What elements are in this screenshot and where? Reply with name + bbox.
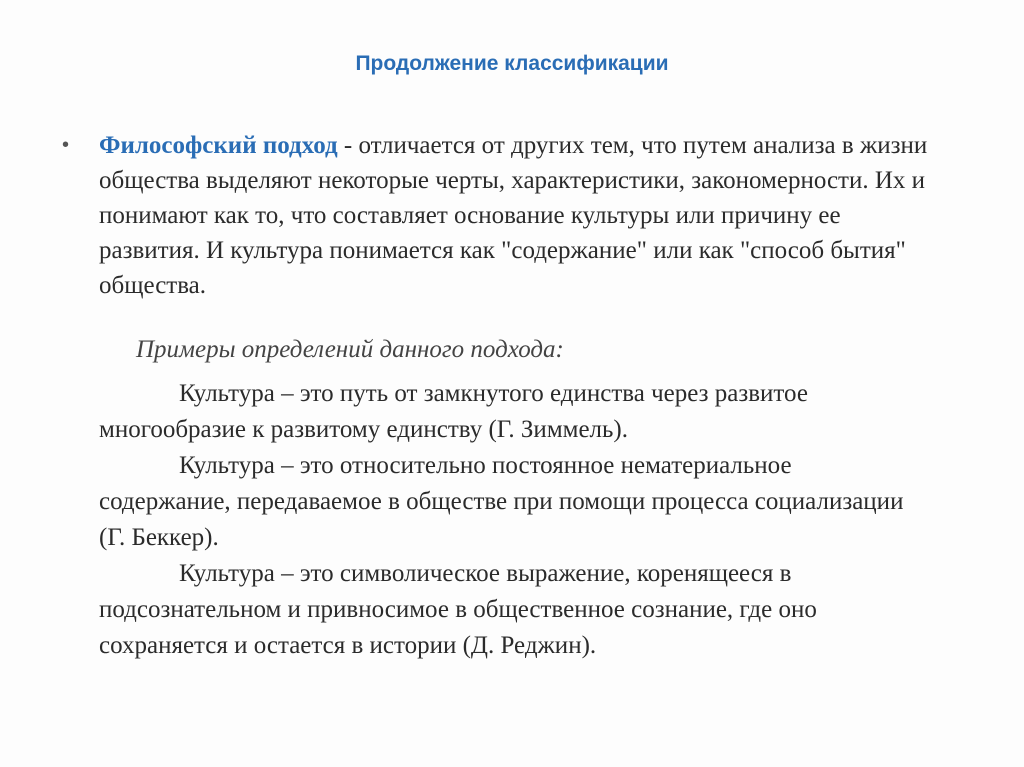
slide-title: Продолжение классификации	[355, 52, 669, 75]
bullet-paragraph	[99, 128, 939, 303]
bullet-body: отличается от других тем, что путем анализа в жизни общества выделяют некоторые черты, характеристики, закономерности. Их и понимают как то, что составляет основание культуры или причину ее развития. И культура понимается как "содержание" или как "способ бытия" общества.	[99, 132, 928, 299]
bullet-dash: -	[337, 132, 359, 159]
bullet-marker: •	[62, 134, 70, 156]
example-definition-1: Культура – это путь от замкнутого единства через развитое многообразие к развитому единству (Г. Зиммель).	[99, 380, 808, 443]
bullet-term: Философский подход	[99, 132, 338, 159]
examples-heading: Примеры определений данного подхода:	[136, 336, 564, 363]
example-definition-2: Культура – это относительно постоянное нематериальное содержание, передаваемое в обществе при помощи процесса социализации (Г. Беккер).	[99, 452, 904, 551]
example-definition-3: Культура – это символическое выражение, коренящееся в подсознательном и привносимое в общественное сознание, где оно сохраняется и остается в истории (Д. Реджин).	[99, 560, 817, 659]
examples-list	[99, 376, 919, 664]
